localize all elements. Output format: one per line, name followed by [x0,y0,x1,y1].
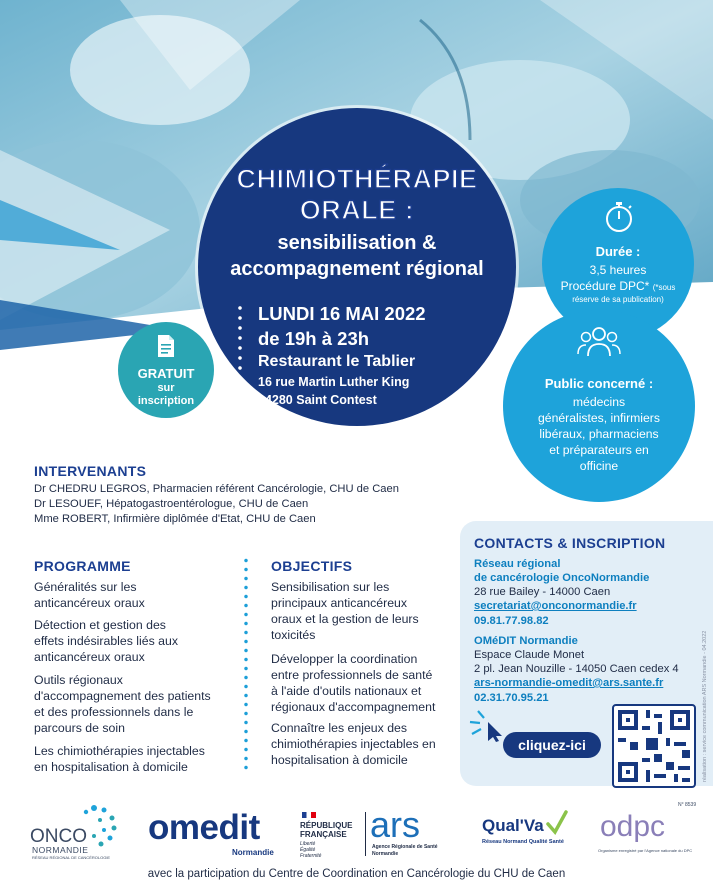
org1-email-link[interactable]: secretariat@onconormandie.fr [474,600,637,612]
objective-item-1: Sensibilisation sur les principaux anticancéreux oraux et la gestion de leurs toxicités [271,580,419,642]
title-block [198,160,516,290]
title-line-3: sensibilisation & [277,232,437,254]
org1-address: 28 rue Bailey - 14000 Caen [474,586,611,598]
org2-address: 2 pl. Jean Nouzille - 14050 Caen cedex 4 [474,663,679,675]
logo-separator [365,812,366,856]
omedit-logo: omedit Normandie [148,808,274,857]
speaker-3: Mme ROBERT, Infirmière diplômée d'Etat, CHU de Caen [34,513,316,525]
qr-code[interactable] [612,704,696,788]
audience-text: médecins généralistes, infirmiers libéraux, pharmaciens et préparateurs en officine [538,395,660,473]
footer-participation: avec la participation du Centre de Coordination en Cancérologie du CHU de Caen [147,868,566,880]
event-address-2: 14280 Saint Contest [258,393,377,407]
ars-logo: ars Agence Régionale de Santé Normandie [370,804,438,857]
programme-item-3: Outils régionaux d'accompagnement des patients et des professionnels dans le parcours de soin [34,673,211,735]
event-time: de 19h à 23h [258,328,370,349]
event-dotted-line [238,303,242,413]
free-badge-line-3: inscription [137,395,195,407]
contacts-heading: CONTACTS & INSCRIPTION [474,535,666,551]
speakers-heading: INTERVENANTS [34,463,147,479]
title-line-2: ORALE : [299,195,415,225]
objectives-heading: OBJECTIFS [271,558,353,574]
duration-dpc: Procédure DPC* (*sous [560,279,676,293]
qr-code-pattern [614,706,694,786]
free-badge-line-2: sur [157,382,175,394]
duration-dpc-note: réserve de sa publication) [572,295,664,304]
org1-phone: 09.81.77.98.82 [474,615,549,627]
objective-item-2: Développer la coordination entre professionnels de santé à l'aide d'outils nationaux et régionaux d'accompagnement [271,652,436,714]
register-button[interactable]: cliquez-ici [503,732,601,758]
click-cursor-icon [466,708,506,742]
event-venue: Restaurant le Tablier [258,353,416,370]
event-date: LUNDI 16 MAI 2022 [258,303,426,324]
free-badge [118,322,214,418]
title-line-4: accompagnement régional [230,258,484,280]
qualva-logo: Qual'Va Réseau Normand Qualité Santé [482,812,578,858]
odpc-logo: N° 8539 odpc Organisme enregistré par l'Agence nationale du DPC [598,802,697,853]
org1-line-1: Réseau régional [474,558,561,570]
duration-hours: 3,5 heures [589,263,647,277]
objective-item-3: Connaître les enjeux des chimiothérapies injectables en hospitalisation à domicile [271,721,436,767]
free-badge-line-1: GRATUIT [137,366,195,381]
org2-email-link[interactable]: ars-normandie-omedit@ars.sante.fr [474,677,664,689]
programme-heading: PROGRAMME [34,558,131,574]
document-icon [156,334,176,358]
republique-francaise-logo: RÉPUBLIQUE FRANÇAISE Liberté Égalité Fraternité [300,812,364,862]
qualva-check-icon [546,810,568,836]
audience-heading: Public concerné : [544,376,654,391]
audience-circle [503,310,695,502]
org1-line-2: de cancérologie OncoNormandie [474,572,650,584]
speakers-list [34,482,399,527]
event-address-1: 16 rue Martin Luther King [258,375,410,389]
speaker-2: Dr LESOUEF, Hépatogastroentérologue, CHU de Caen [34,498,309,510]
org2-name: OMéDIT Normandie [474,635,578,647]
column-divider-dots [244,556,248,770]
people-icon [576,324,622,360]
programme-item-4: Les chimiothérapies injectables en hospitalisation à domicile [34,744,205,774]
speaker-1: Dr CHEDRU LEGROS, Pharmacien référent Cancérologie, CHU de Caen [34,483,399,495]
onconormandie-logo: ONCO NORMANDIE RÉSEAU RÉGIONAL DE CANCÉROLOGIE [30,800,130,860]
programme-item-1: Généralités sur les anticancéreux oraux [34,580,145,610]
title-line-1: CHIMIOTHÉRAPIE [236,164,478,194]
duration-heading: Durée : [595,244,641,259]
org2-phone: 02.31.70.95.21 [474,692,549,704]
side-credit-note: réalisation : service communication ARS Normandie - 04.2022 [702,630,708,782]
org2-line-2: Espace Claude Monet [474,649,585,661]
programme-item-2: Détection et gestion des effets indésirables liés aux anticancéreux oraux [34,618,179,664]
stopwatch-icon [604,200,634,234]
